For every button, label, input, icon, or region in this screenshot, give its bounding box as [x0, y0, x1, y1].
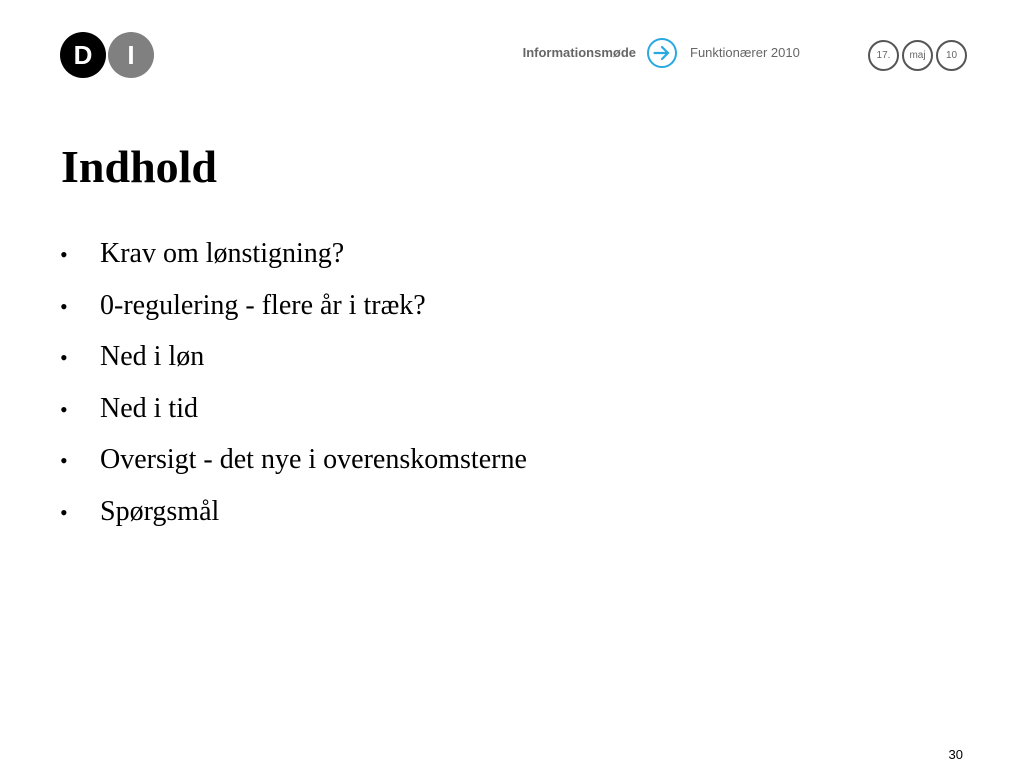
bullet-text: Spørgsmål [100, 495, 220, 527]
logo-d-circle: D [60, 32, 106, 78]
bullet-item [60, 232, 527, 284]
bullet-dot: • [60, 499, 68, 525]
bullet-item [60, 284, 527, 336]
date-month-badge: maj [902, 40, 933, 71]
bullet-list [60, 232, 527, 541]
bullet-item [60, 490, 527, 542]
bullet-text: Oversigt - det nye i overenskomsterne [100, 444, 527, 475]
bullet-item [60, 438, 527, 490]
bullet-dot: • [60, 242, 68, 267]
bullet-dot: • [60, 396, 68, 422]
logo-i-circle: I [108, 32, 154, 78]
bullet-text: Ned i løn [100, 341, 205, 372]
header-subtitle: Funktionærer 2010 [690, 45, 800, 60]
di-logo [60, 32, 156, 78]
header-topic: Informationsmøde [522, 45, 636, 60]
slide-title: Indhold [61, 141, 218, 192]
date-day-badge: 17. [868, 40, 899, 71]
page-number: 30 [948, 747, 963, 762]
bullet-text: 0-regulering - flere år i træk? [100, 289, 426, 321]
bullet-text: Krav om lønstigning? [100, 238, 345, 269]
arrow-right-circle-icon [646, 37, 678, 69]
bullet-item [60, 387, 527, 439]
bullet-text: Ned i tid [100, 392, 198, 424]
bullet-item [60, 335, 527, 387]
bullet-dot: • [60, 345, 68, 370]
date-year-badge: 10 [936, 40, 967, 71]
bullet-dot: • [60, 448, 68, 473]
bullet-dot: • [60, 293, 68, 319]
